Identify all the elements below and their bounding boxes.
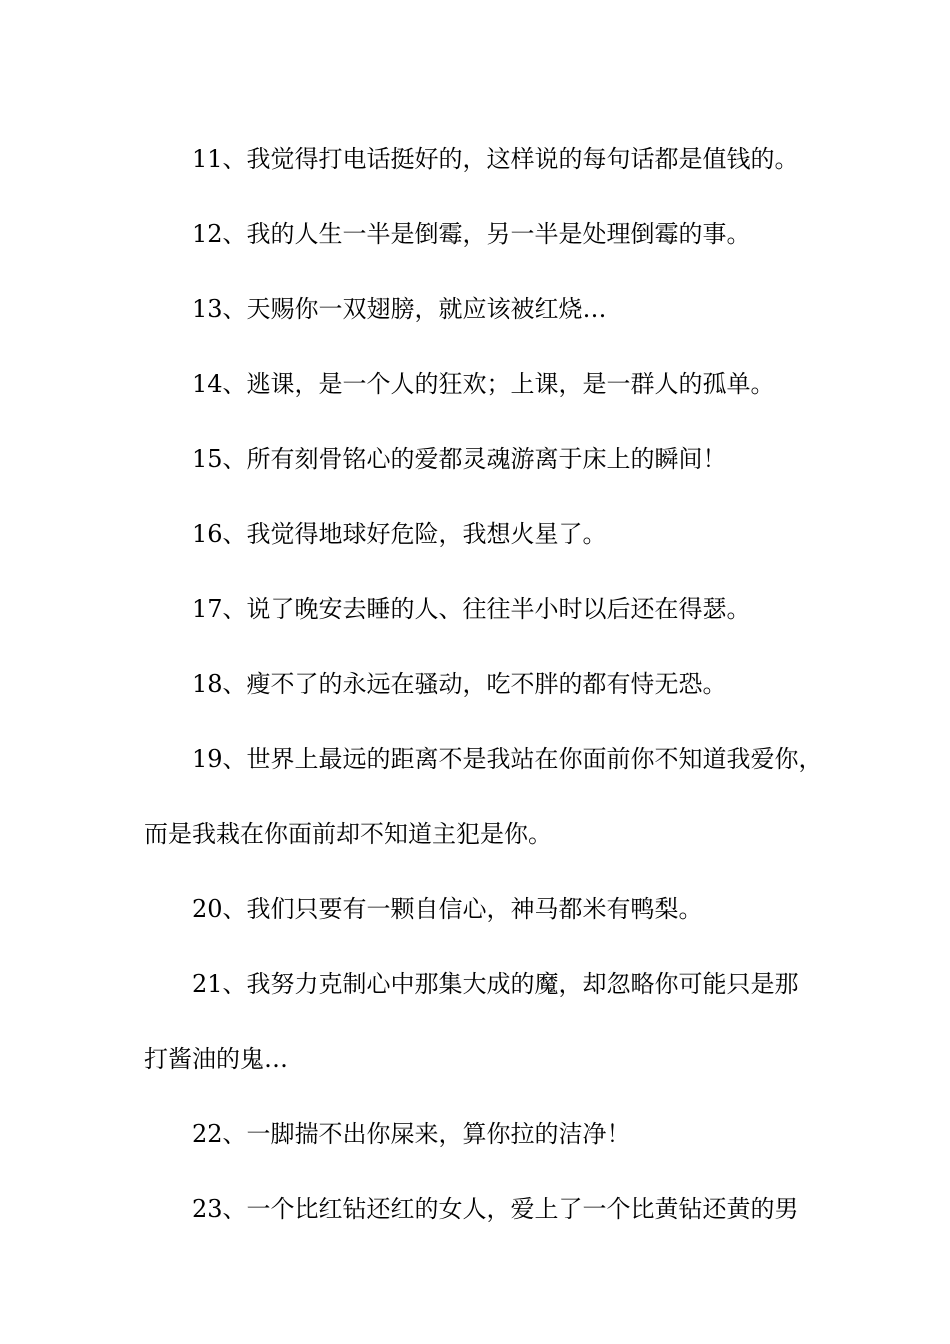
paragraph-line: 19、世界上最远的距离不是我站在你面前你不知道我爱你， xyxy=(192,745,823,773)
paragraph-22 xyxy=(144,1097,834,1172)
paragraph-line: 16、我觉得地球好危险，我想火星了。 xyxy=(192,520,607,548)
paragraph-line: 21、我努力克制心中那集大成的魔，却忽略你可能只是那 xyxy=(192,970,799,998)
paragraph-line-continued: 而是我栽在你面前却不知道主犯是你。 xyxy=(144,820,552,848)
paragraph-21 xyxy=(144,947,834,1097)
paragraph-line: 20、我们只要有一颗自信心，神马都米有鸭梨。 xyxy=(192,895,703,923)
paragraph-12 xyxy=(144,197,834,272)
paragraph-23 xyxy=(144,1172,834,1247)
paragraph-line: 22、一脚揣不出你屎来，算你拉的洁净！ xyxy=(192,1120,631,1148)
paragraph-15 xyxy=(144,422,834,497)
paragraph-11 xyxy=(144,122,834,197)
paragraph-line: 13、天赐你一双翅膀，就应该被红烧… xyxy=(192,295,607,323)
paragraph-line: 11、我觉得打电话挺好的，这样说的每句话都是值钱的。 xyxy=(192,145,799,173)
paragraph-line: 15、所有刻骨铭心的爱都灵魂游离于床上的瞬间！ xyxy=(192,445,727,473)
paragraph-19 xyxy=(144,722,834,872)
paragraph-20 xyxy=(144,872,834,947)
paragraph-14 xyxy=(144,347,834,422)
document-body xyxy=(144,122,834,1247)
paragraph-line: 14、逃课，是一个人的狂欢；上课，是一群人的孤单。 xyxy=(192,370,775,398)
paragraph-18 xyxy=(144,647,834,722)
paragraph-17 xyxy=(144,572,834,647)
paragraph-13 xyxy=(144,272,834,347)
paragraph-line: 17、说了晚安去睡的人、往往半小时以后还在得瑟。 xyxy=(192,595,751,623)
paragraph-line: 23、一个比红钻还红的女人，爱上了一个比黄钻还黄的男 xyxy=(192,1195,799,1223)
paragraph-16 xyxy=(144,497,834,572)
paragraph-line: 12、我的人生一半是倒霉，另一半是处理倒霉的事。 xyxy=(192,220,751,248)
paragraph-line-continued: 打酱油的鬼… xyxy=(144,1045,288,1073)
paragraph-line: 18、瘦不了的永远在骚动，吃不胖的都有恃无恐。 xyxy=(192,670,727,698)
